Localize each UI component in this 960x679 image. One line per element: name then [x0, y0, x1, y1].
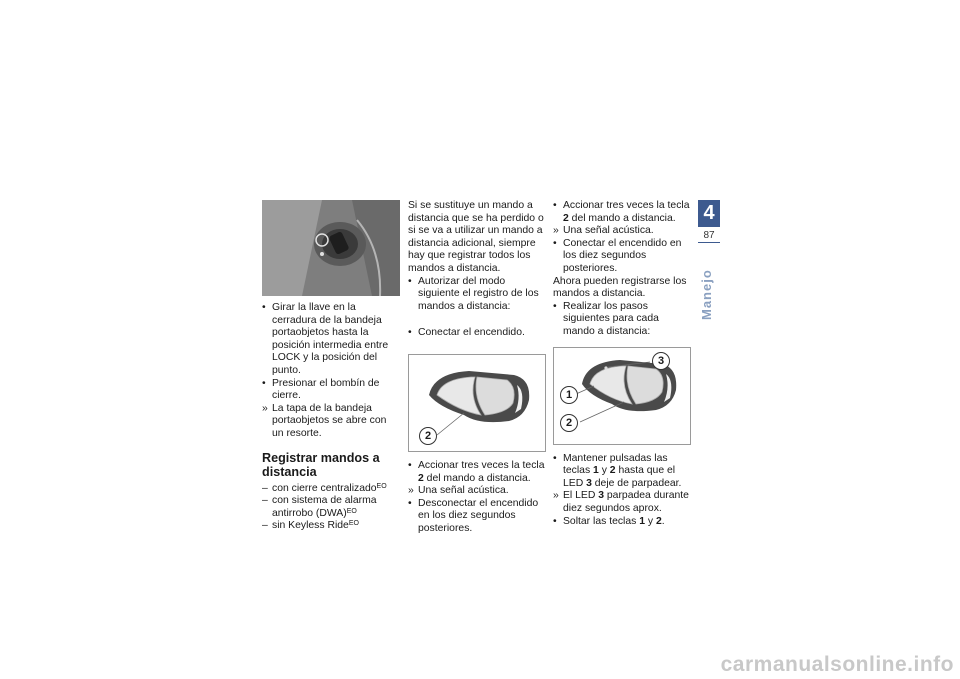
option-item: – sin Keyless Ride$^{EO}$ — [262, 520, 359, 532]
option-item: – con cierre centralizado$^{EO}$ — [262, 482, 387, 494]
list-item: » La tapa de la bandeja portaobjetos se abre con un resorte. — [262, 402, 387, 439]
remote-key-figure-123 — [553, 347, 691, 445]
list-item: • Accionar tres veces la tecla 2 del mando a distancia. — [553, 200, 690, 224]
column-1 — [262, 200, 400, 533]
list-item: » Una señal acústica. — [553, 225, 654, 237]
watermark: carmanualsonline.info — [720, 653, 954, 676]
section-label: Manejo — [699, 269, 714, 320]
list-item: • Desconectar el encendido en los diez segundos posteriores. — [408, 497, 539, 534]
list-item: » El LED 3 parpadea durante diez segundos aprox. — [553, 490, 689, 514]
section-heading: Registrar mandos a distancia — [262, 450, 380, 479]
list-item: • Realizar los pasos siguientes para cada mando a distancia: — [553, 300, 659, 337]
list-item: • Conectar el encendido en los diez segundos posteriores. — [553, 237, 682, 274]
option-item: – con sistema de alarma antirrobo (DWA)$^{EO}$ — [262, 495, 377, 519]
lock-photo-illustration — [262, 200, 400, 296]
list-item: • Autorizar del modo siguiente el registro de los mandos a distancia: — [408, 275, 539, 312]
list-item: • Girar la llave en la cerradura de la bandeja portaobjetos hasta la posición intermedia entre LOCK y la posición del punto. — [262, 302, 389, 376]
storage-lock-photo — [262, 200, 400, 296]
remote-key-figure-2 — [408, 354, 546, 452]
page-number: 87 — [703, 230, 715, 241]
chapter-number: 4 — [698, 200, 720, 227]
column-2 — [408, 200, 546, 536]
figure-callout-1: 1 — [560, 386, 578, 404]
list-item: » Una señal acústica. — [408, 485, 509, 497]
paragraph: Ahora pueden registrarse los mandos a distancia. — [553, 275, 687, 300]
list-item: • Mantener pulsadas las teclas 1 y 2 hasta que el LED 3 deje de parpadear. — [553, 452, 682, 489]
column-3 — [553, 200, 693, 528]
list-item: • Presionar el bombín de cierre. — [262, 377, 380, 402]
intro-paragraph: Si se sustituye un mando a distancia que se ha perdido o si se va a utilizar un mando a distancia adicional, siempre hay que registrar todos los mandos a distancia. — [408, 200, 544, 274]
figure-callout-2: 2 — [560, 414, 578, 432]
chapter-divider — [698, 242, 720, 243]
figure-callout-2: 2 — [419, 427, 437, 445]
figure-callout-3: 3 — [652, 352, 670, 370]
list-item: • Soltar las teclas 1 y 2. — [553, 515, 665, 527]
list-item: • Accionar tres veces la tecla 2 del mando a distancia. — [408, 459, 545, 484]
list-item: • Conectar el encendido. — [408, 327, 525, 339]
chapter-marker — [698, 200, 720, 243]
